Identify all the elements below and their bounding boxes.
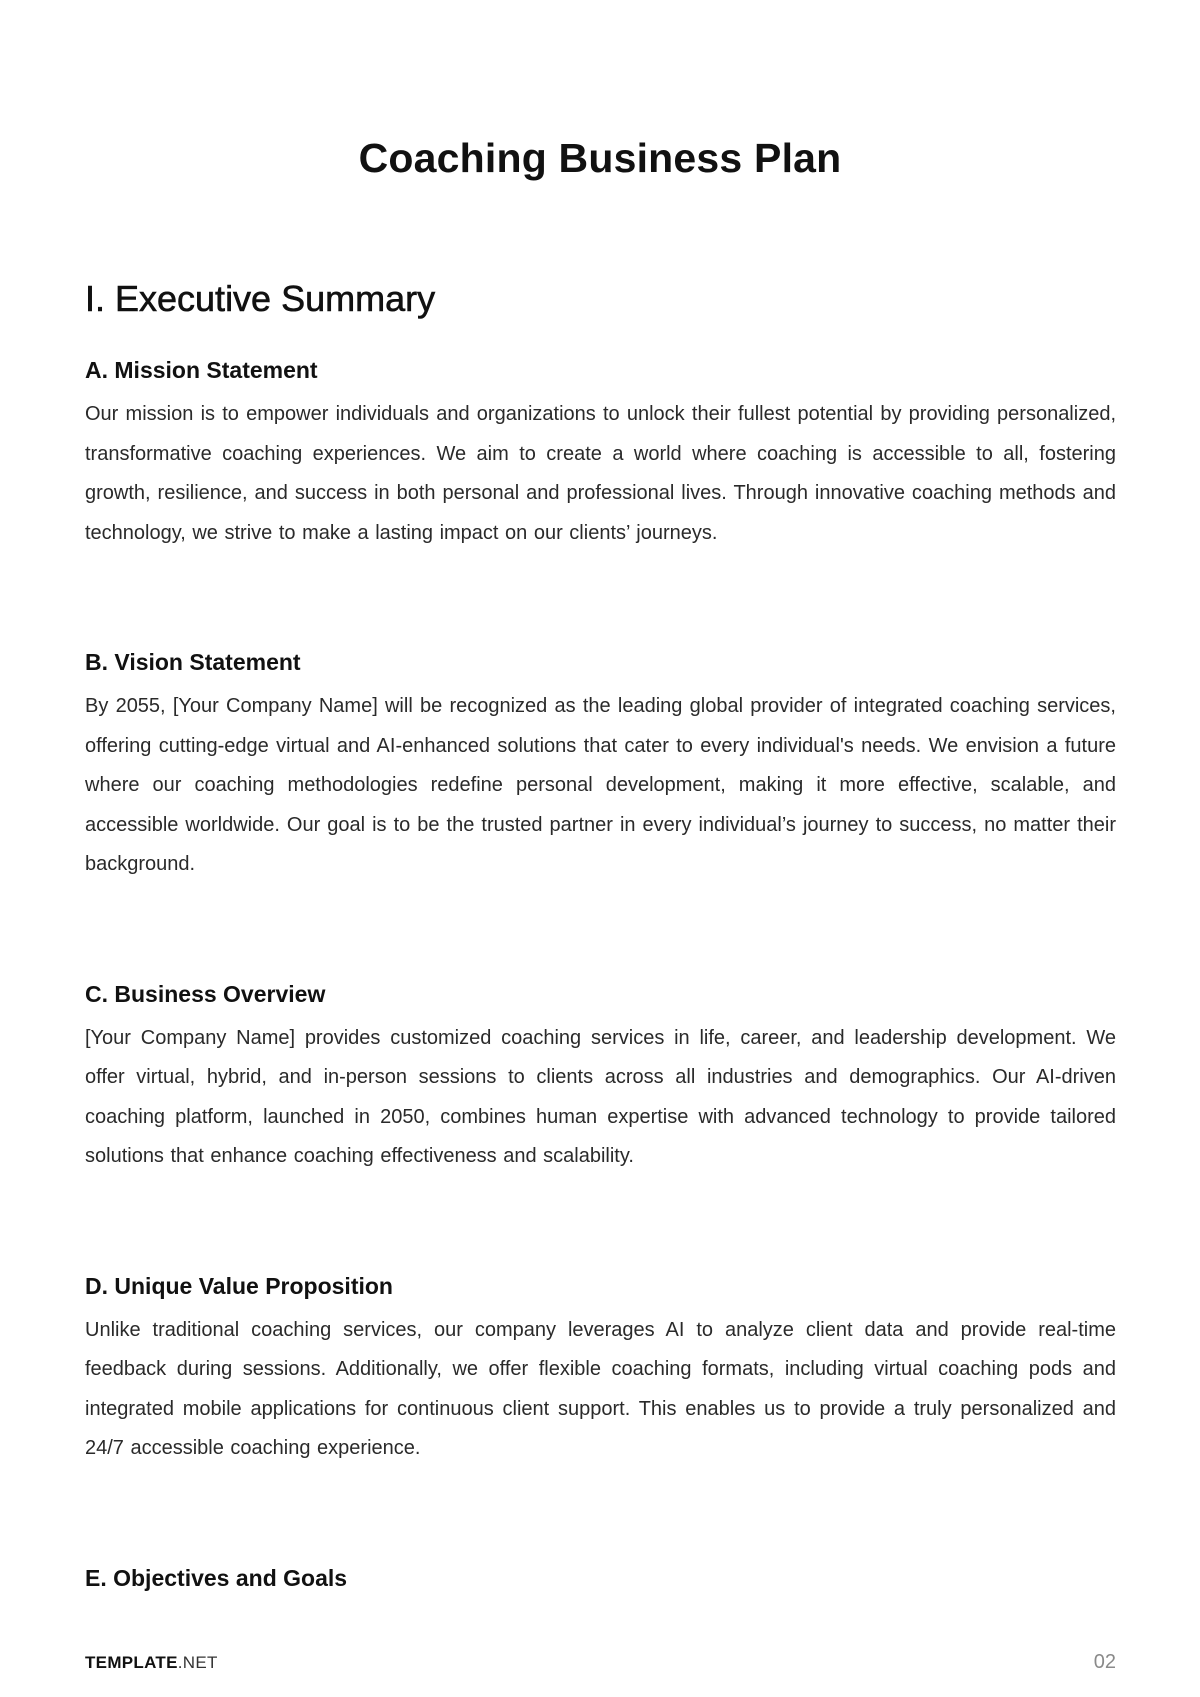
subsection-objectives — [85, 1563, 1116, 1593]
document-title: Coaching Business Plan — [358, 135, 842, 181]
subsection-body: By 2055, [Your Company Name] will be recognized as the leading global provider of integrated coaching services, offering cutting-edge virtual and AI-enhanced solutions that cater to every individual's needs. We envision a future where our coaching methodologies redefine personal development, making it more effective, scalable, and accessible worldwide. Our goal is to be the trusted partner in every individual’s journey to success, no matter their background. — [85, 695, 1116, 875]
subsection-heading: D. Unique Value Proposition — [85, 1272, 393, 1299]
subsection-vision — [85, 647, 1116, 885]
subsection-mission — [85, 355, 1116, 553]
subsection-heading: C. Business Overview — [85, 980, 326, 1007]
subsection-body: Our mission is to empower individuals and organizations to unlock their fullest potential by providing personalized, transformative coaching experiences. We aim to create a world where coaching is accessible to all, fostering growth, resilience, and success in both personal and professional lives. Through innovative coaching methods and technology, we strive to make a lasting impact on our clients’ journeys. — [85, 403, 1116, 544]
subsection-heading: A. Mission Statement — [85, 357, 318, 383]
footer-brand-logo — [85, 1653, 218, 1673]
footer-brand-light: .NET — [177, 1653, 218, 1672]
subsection-body: [Your Company Name] provides customized coaching services in life, career, and leadership development. We offer virtual, hybrid, and in-person sessions to clients across all industries and demographics. Our AI-driven coaching platform, launched in 2050, combines human expertise with advanced technology to provide tailored solutions that enhance coaching effectiveness and scalability. — [85, 1026, 1116, 1167]
subsection-business-overview — [85, 979, 1116, 1177]
subsection-heading: E. Objectives and Goals — [85, 1564, 348, 1591]
section-heading: I. Executive Summary — [85, 278, 436, 319]
subsection-heading: B. Vision Statement — [85, 649, 301, 675]
subsection-value-proposition — [85, 1271, 1116, 1469]
document-content — [85, 277, 1116, 1603]
footer-brand-bold: TEMPLATE — [85, 1653, 178, 1672]
page-number: 02 — [1093, 1651, 1116, 1673]
subsection-body: Unlike traditional coaching services, our company leverages AI to analyze client data and provide real-time feedback during sessions. Additionally, we offer flexible coaching formats, including virtual coaching pods and integrated mobile applications for continuous client support. This enables us to provide a truly personalized and 24/7 accessible coaching experience. — [85, 1318, 1116, 1459]
